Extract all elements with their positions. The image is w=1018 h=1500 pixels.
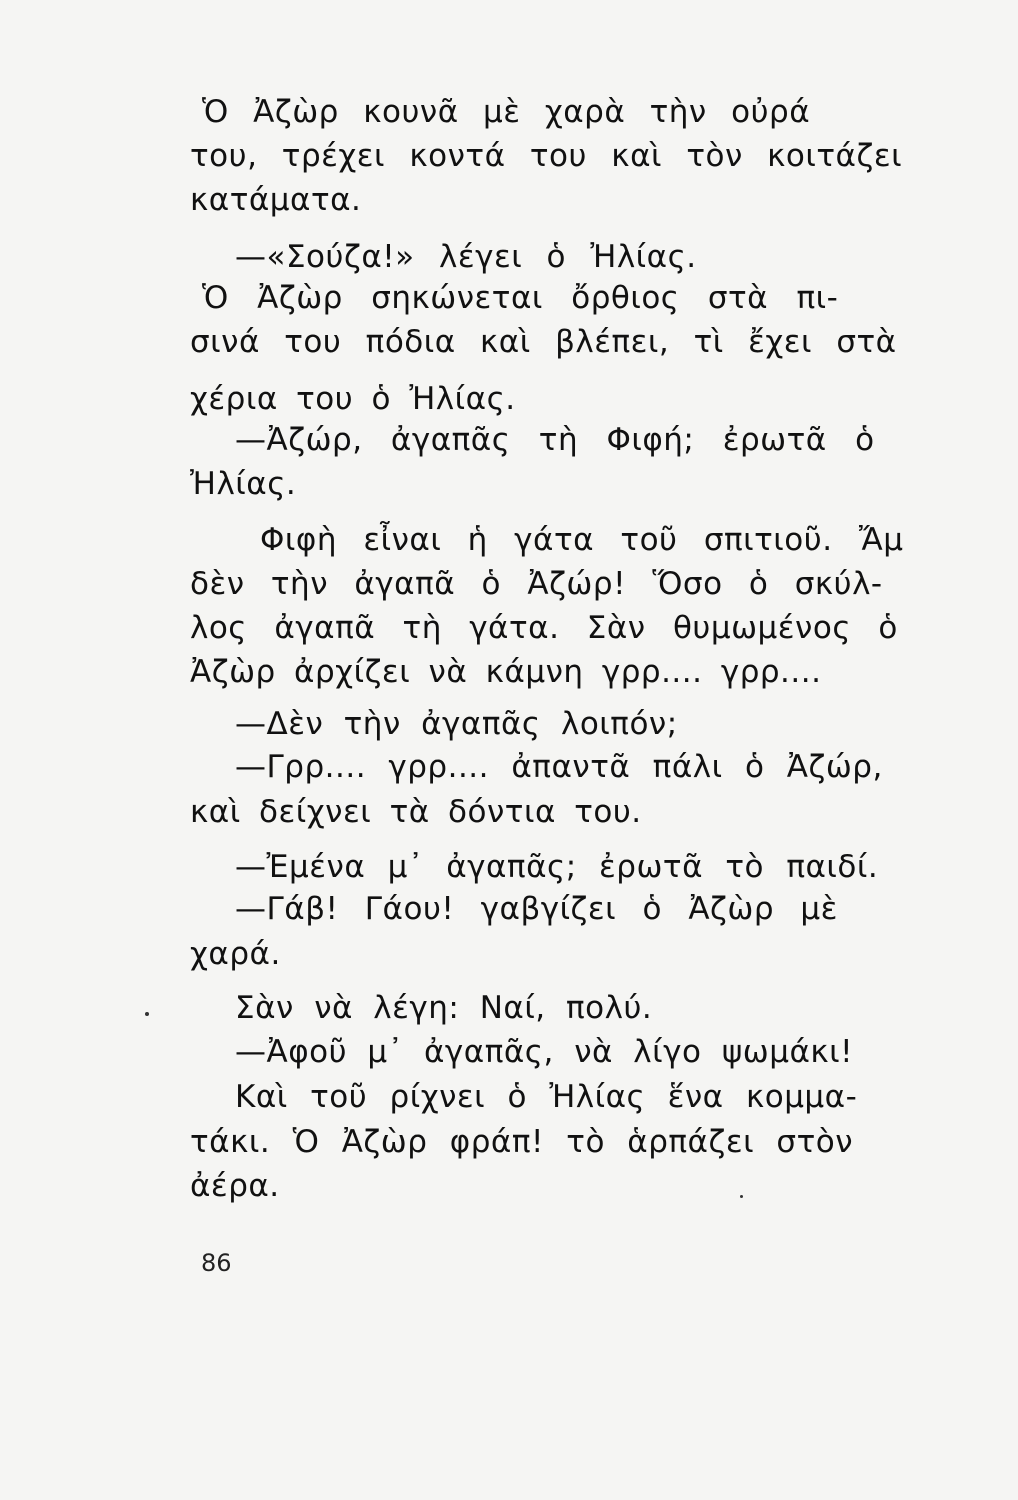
text-line: σινά του πόδια καὶ βλέπει, τὶ ἔχει στὰ xyxy=(190,324,897,360)
text-line: —Ἀφοῦ μ᾿ ἀγαπᾶς, νὰ λίγο ψωμάκι! xyxy=(235,1034,854,1070)
print-speck xyxy=(740,1195,743,1198)
text-line: Ἠλίας. xyxy=(190,466,297,502)
text-line: —«Σούζα!» λέγει ὁ Ἠλίας. xyxy=(235,239,697,275)
page-number: 86 xyxy=(201,1249,232,1277)
text-line: Ὁ Ἀζὼρ κουνᾶ μὲ χαρὰ τὴν οὐρά xyxy=(202,94,811,130)
text-line: —Γρρ.... γρρ.... ἀπαντᾶ πάλι ὁ Ἀζώρ, xyxy=(235,749,883,785)
text-line: Καὶ τοῦ ρίχνει ὁ Ἠλίας ἕνα κομμα- xyxy=(235,1079,858,1115)
text-line: Ἀζὼρ ἀρχίζει νὰ κάμνη γρρ.... γρρ.... xyxy=(190,654,822,690)
text-line: ἀέρα. xyxy=(190,1168,280,1204)
text-line: —Δὲν τὴν ἀγαπᾶς λοιπόν; xyxy=(235,706,678,742)
text-line: Σὰν νὰ λέγη: Ναί, πολύ. xyxy=(235,990,653,1026)
text-line: κατάματα. xyxy=(190,182,362,218)
text-line: —Ἐμένα μ᾿ ἀγαπᾶς; ἐρωτᾶ τὸ παιδί. xyxy=(235,849,879,885)
text-line: λος ἀγαπᾶ τὴ γάτα. Σὰν θυμωμένος ὁ xyxy=(190,610,898,646)
text-line: —Ἀζώρ, ἀγαπᾶς τὴ Φιφή; ἐρωτᾶ ὁ xyxy=(235,422,875,458)
text-line: χέρια του ὁ Ἠλίας. xyxy=(190,381,516,417)
text-line: —Γάβ! Γάου! γαβγίζει ὁ Ἀζὼρ μὲ xyxy=(235,891,838,927)
text-line: χαρά. xyxy=(190,936,281,972)
text-line: Ὁ Ἀζὼρ σηκώνεται ὄρθιος στὰ πι- xyxy=(202,280,839,316)
text-line: δὲν τὴν ἀγαπᾶ ὁ Ἀζώρ! Ὅσο ὁ σκύλ- xyxy=(190,566,883,602)
text-line: Φιφὴ εἶναι ἡ γάτα τοῦ σπιτιοῦ. Ἄμ xyxy=(260,522,904,558)
print-speck xyxy=(145,1012,149,1016)
text-line: τάκι. Ὁ Ἀζὼρ φράπ! τὸ ἁρπάζει στὸν xyxy=(190,1124,854,1160)
text-line: καὶ δείχνει τὰ δόντια του. xyxy=(190,794,642,830)
text-line: του, τρέχει κοντά του καὶ τὸν κοιτάζει xyxy=(190,138,903,174)
